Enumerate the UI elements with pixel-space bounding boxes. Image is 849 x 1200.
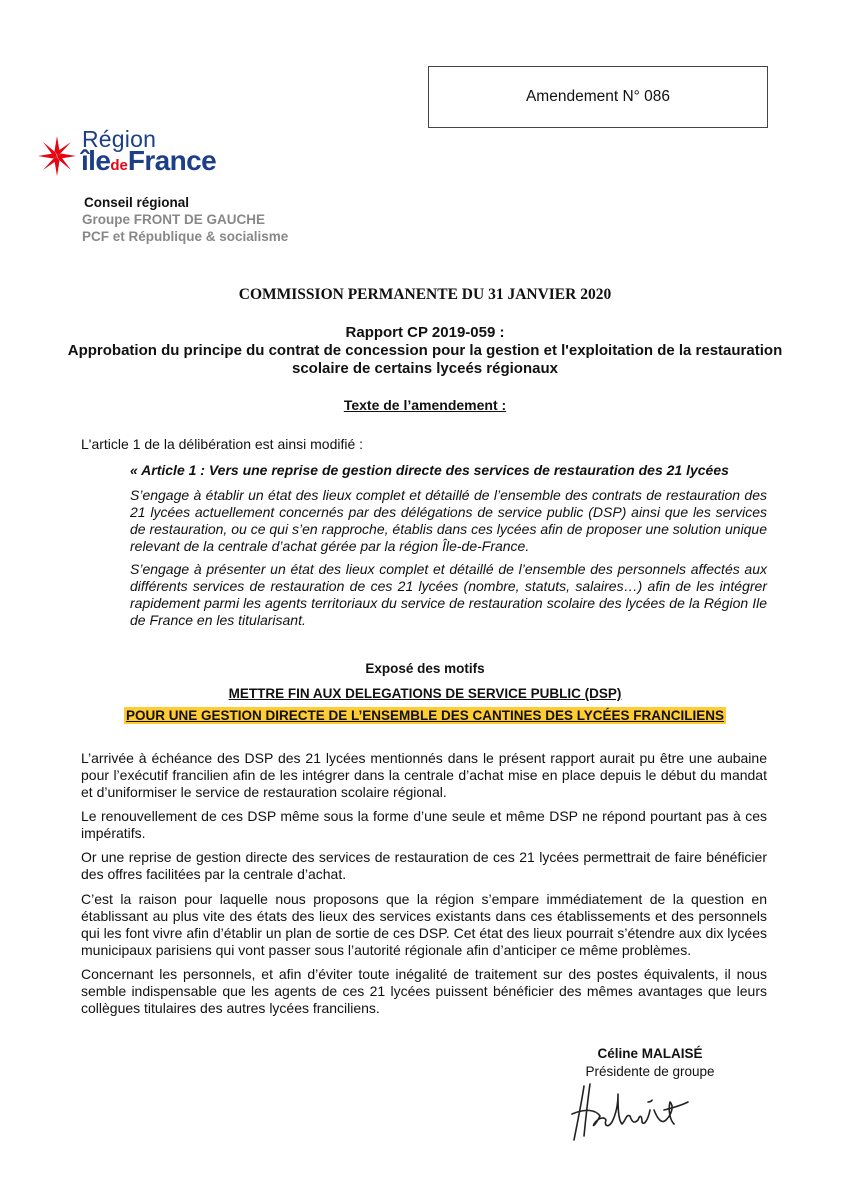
subgroup-name: PCF et République & socialisme — [82, 229, 289, 244]
handwritten-signature — [566, 1080, 696, 1144]
amendment-number: Amendement N° 086 — [525, 88, 671, 105]
council-name: Conseil régional — [84, 195, 190, 210]
motive-paragraph: Or une reprise de gestion directe des services de restauration de ces 21 lycées permettrait de faire bénéficier des offres facilitées par la centrale d’achat. — [81, 849, 767, 882]
motive-paragraph: Le renouvellement de ces DSP même sous la forme d’une seule et même DSP ne répond pourtant pas à ces impératifs. — [81, 808, 767, 841]
motives-title-2 — [60, 708, 790, 723]
highlighted-title: POUR UNE GESTION DIRECTE DE L’ENSEMBLE DES CANTINES DES LYCÉES FRANCILIENS — [125, 708, 725, 723]
commission-title: COMMISSION PERMANENTE DU 31 JANVIER 2020 — [238, 286, 612, 303]
logo-france: France — [127, 145, 217, 176]
region-logo — [38, 126, 248, 182]
star-icon — [38, 136, 76, 176]
motive-paragraph: L’arrivée à échéance des DSP des 21 lycées mentionnés dans le présent rapport aurait pu être une aubaine pour l’exécutif francilien afin de les intégrer dans la centrale d’achat mise en place depuis le début du mandat et d’uniformiser le service de restauration scolaire régional. — [81, 750, 767, 800]
report-heading — [60, 324, 790, 378]
article-paragraph-2: S’engage à présenter un état des lieux complet et détaillé de l’ensemble des personnels affectés aux différents services de restauration de ces 21 lycées (nombre, statuts, salaires…) afin de les intégrer rapidement parmi les agents territoriaux du service de restauration scolaire des lycées de la Région Ile de France en les titularisant. — [130, 561, 767, 628]
article-title: « Article 1 : Vers une reprise de gestion directe des services de restauration des 21 lycées — [130, 462, 729, 478]
motive-paragraph: C’est la raison pour laquelle nous proposons que la région s’empare immédiatement de la question en établissant au plus vite des états des lieux des services existants dans ces établissements et des personnels qui les font vivre afin d’établir un plan de sortie de ces DSP. Cet état des lieux pourrait s’étendre aux dix lycées municipaux parisiens qui vont passer sous l’autorité régionale afin d’anticiper ce même problèmes. — [81, 891, 767, 958]
logo-iledefrance-text — [81, 145, 216, 177]
motives-heading: Exposé des motifs — [365, 661, 485, 676]
article-paragraph-1: S’engage à établir un état des lieux complet et détaillé de l’ensemble des contrats de restauration des 21 lycées actuellement concernés par des délégations de service public (DSP) ainsi que les services de restauration, ou ce qui s’en rapproche, établis dans ces lycées afin de proposer une solution unique relevant de la centrale d’achat gérée par la région Île-de-France. — [130, 487, 767, 554]
motives-title-1: METTRE FIN AUX DELEGATIONS DE SERVICE PUBLIC (DSP) — [228, 686, 622, 701]
report-number: Rapport CP 2019-059 : — [345, 324, 505, 341]
intro-line: L'article 1 de la délibération est ainsi modifié : — [81, 436, 364, 452]
report-title: Approbation du principe du contrat de concession pour la gestion et l'exploitation de la restauration scolaire de certains lyceés régionaux — [67, 342, 783, 377]
motive-paragraph: Concernant les personnels, et afin d’éviter toute inégalité de traitement sur des postes équivalents, il nous semble indispensable que les agents de ces 21 lycées puissent bénéficier des mêmes avantages que leurs collègues titulaires des autres lycées franciliens. — [81, 966, 767, 1016]
organization-block — [84, 194, 288, 245]
logo-region-text: Région — [82, 126, 157, 152]
signatory-role: Présidente de groupe — [585, 1064, 715, 1079]
signatory-name: Céline MALAISÉ — [597, 1046, 703, 1061]
amendment-number-box — [428, 66, 768, 128]
logo-de: de — [110, 157, 128, 174]
group-name: Groupe FRONT DE GAUCHE — [82, 212, 266, 227]
logo-ile: île — [81, 145, 111, 176]
amendment-text-heading: Texte de l’amendement : — [343, 397, 507, 413]
